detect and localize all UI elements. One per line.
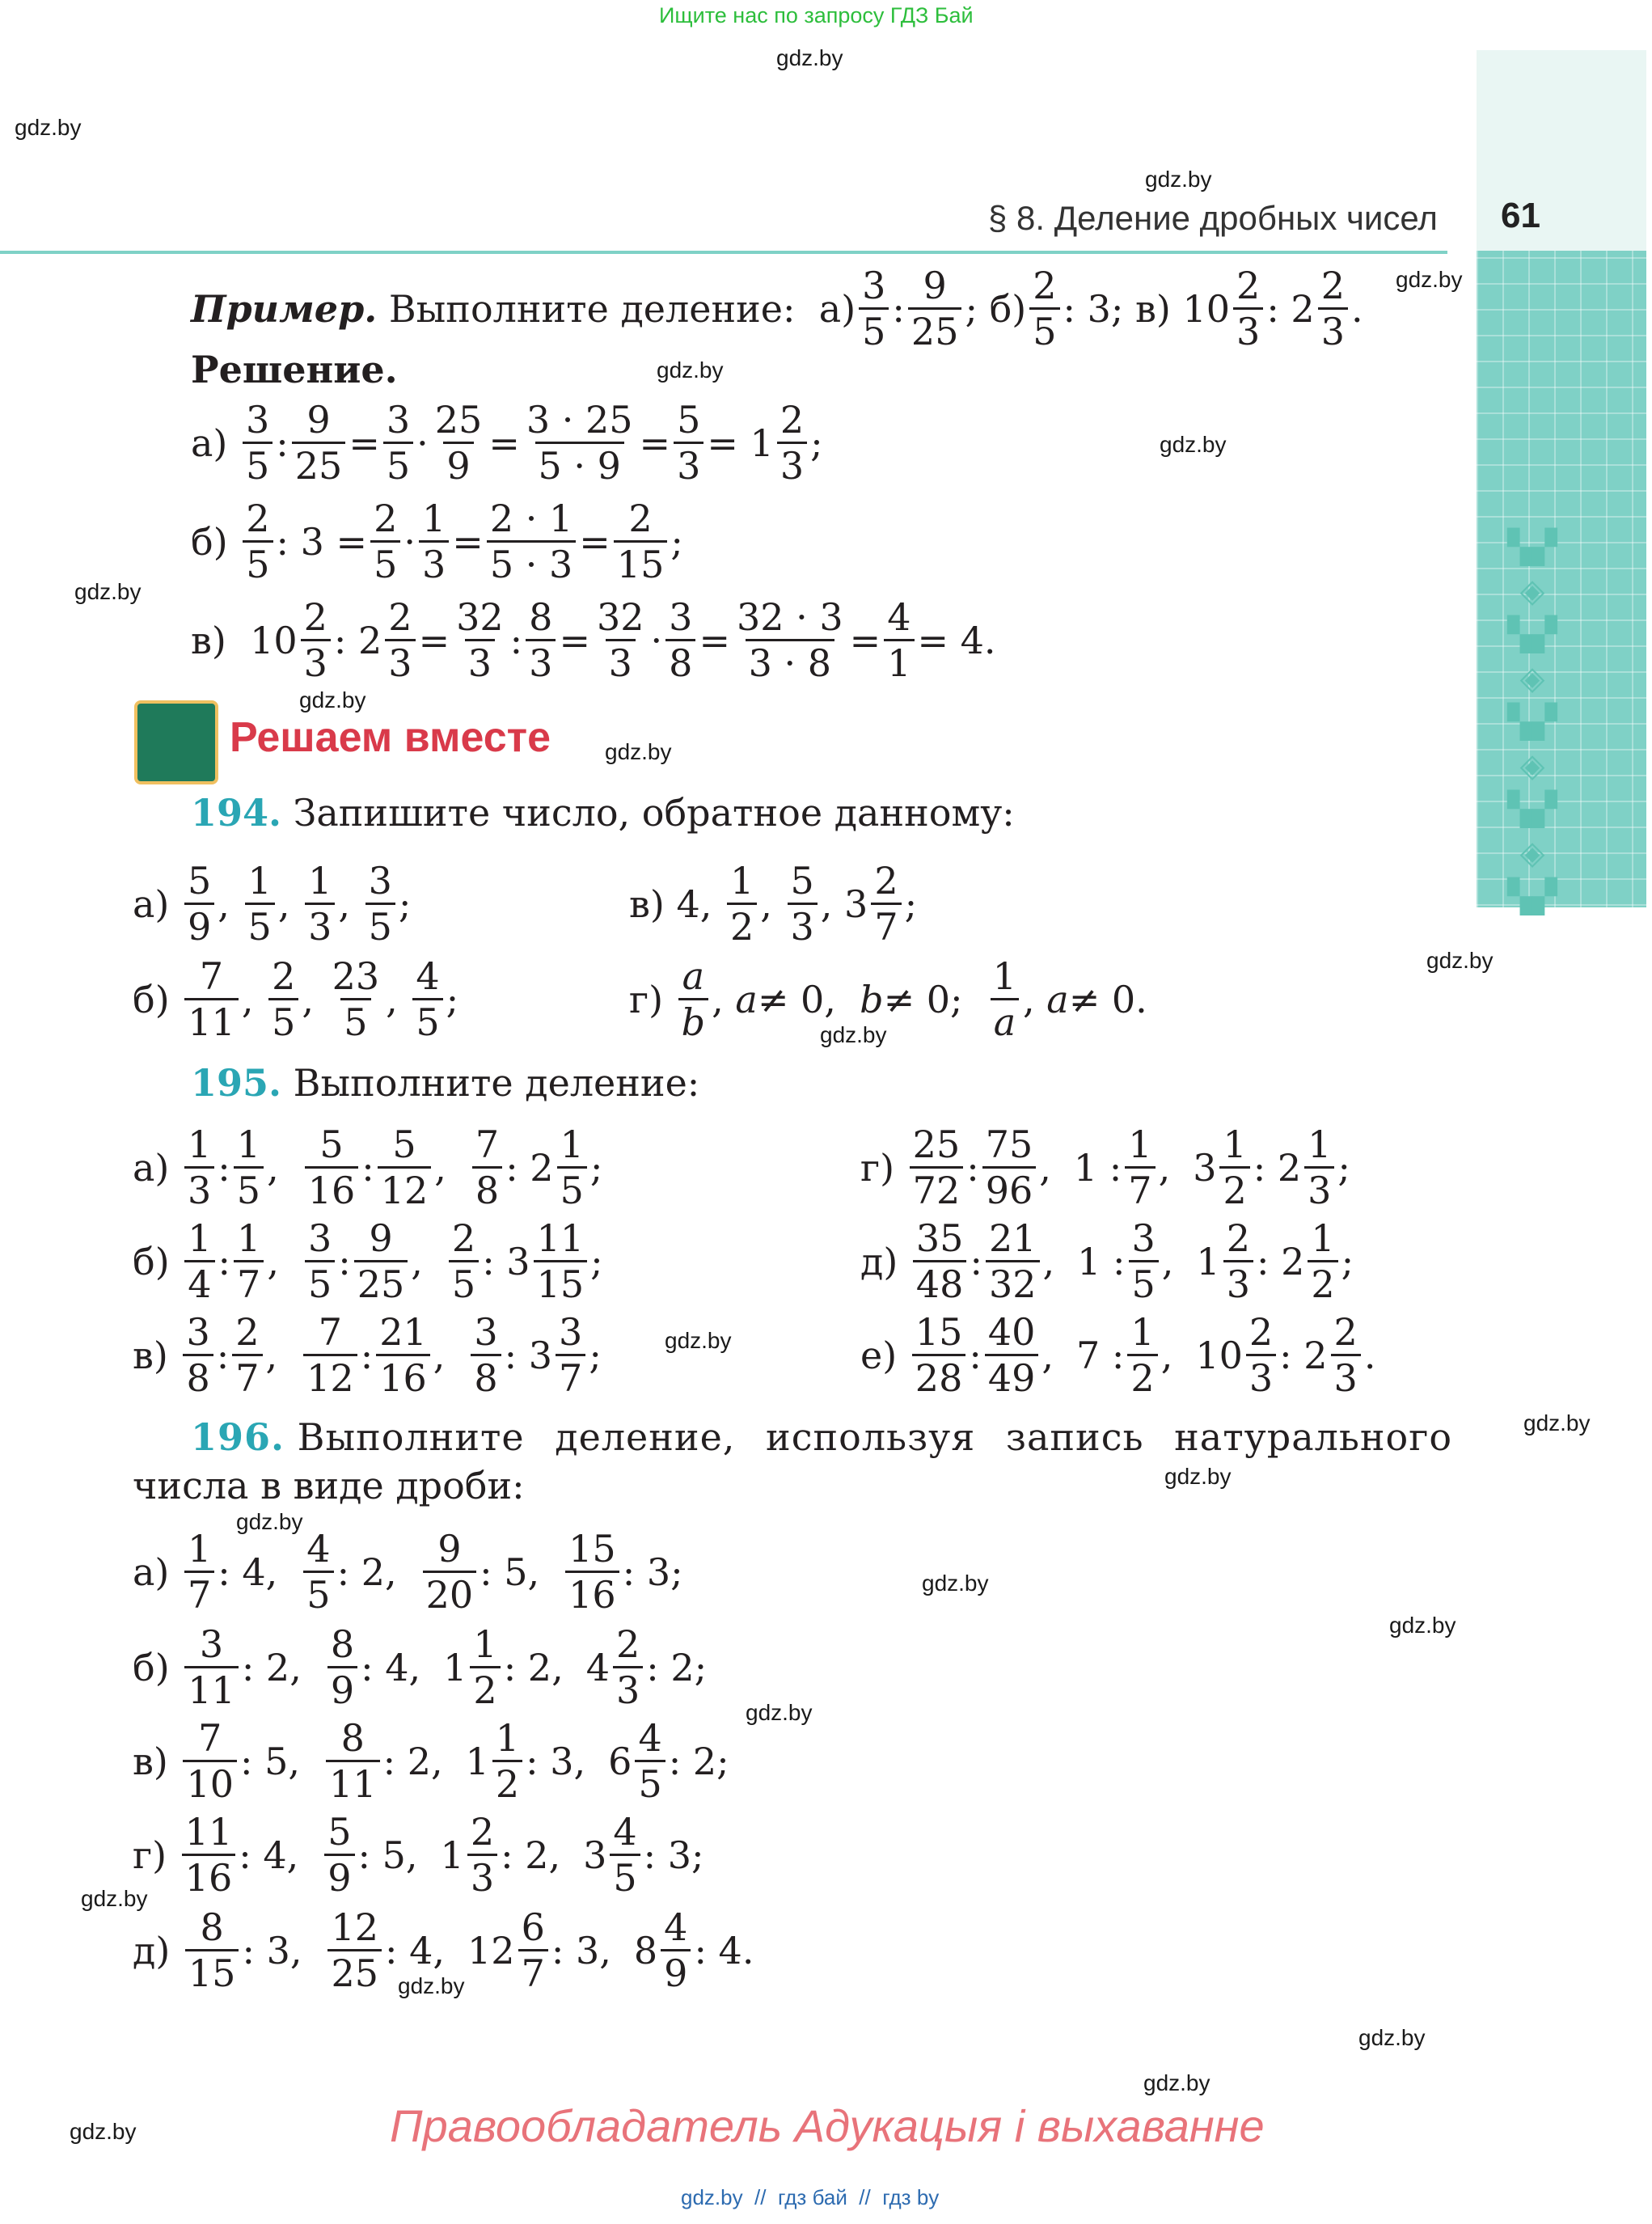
item-letter: в) — [191, 618, 226, 662]
task-196-a: а) 1 7 : 4, 4 5 : 2, 9 20 : 5, 15 16 : 3; — [133, 1527, 683, 1617]
item-letter: г) — [860, 1145, 895, 1190]
watermark: gdz.by — [1426, 948, 1494, 973]
task-194-c: в) 4, 1 2 , 5 3 , 3 2 7 ; — [629, 859, 918, 949]
solution-c: в) 10 2 3 : 2 2 3 = 32 3 : 8 3 = 32 3 · 3 8 = 32 · 3 3 · 8 = 4 1 = 4. — [191, 595, 996, 685]
section-heading: Решаем вместе — [230, 714, 551, 761]
task-195-a: а) 1 3 : 1 5 , 5 16 : 5 12 , 7 8 : 2 1 5 ; — [133, 1123, 603, 1212]
footer-links[interactable]: gdz.by // гдз бай // гдз by — [681, 2185, 940, 2209]
watermark: gdz.by — [1160, 432, 1227, 457]
part-label: в) — [1135, 286, 1171, 331]
task-196-b: б) 3 11 : 2, 8 9 : 4, 1 1 2 : 2, 4 2 3 : 2; — [133, 1622, 708, 1712]
item-letter: а) — [133, 1145, 170, 1190]
item-letter: а) — [133, 1550, 170, 1594]
task-text: Выполните деление: — [293, 1061, 700, 1105]
watermark: gdz.by — [236, 1509, 303, 1534]
ornament-decoration: ▚▞ ◈ ▚▞ ◈ ▚▞ ◈ ▚▞ ◈ ▚▞ — [1507, 529, 1557, 915]
task-number: 194. — [191, 791, 282, 835]
part-label: б) — [989, 286, 1027, 331]
watermark: gdz.by — [776, 45, 843, 70]
task-195 — [191, 1061, 699, 1105]
item-letter: в) — [629, 882, 665, 926]
item-letter: б) — [133, 1239, 170, 1283]
watermark: gdz.by — [1389, 1613, 1456, 1638]
page-number: 61 — [1501, 196, 1540, 235]
watermark: gdz.by — [605, 739, 672, 764]
copyright-text: Правообладатель Адукацыя і выхаванне — [390, 2100, 1265, 2151]
task-196-d: г) 11 16 : 4, 5 9 : 5, 1 2 3 : 2, 3 4 5 : 3; — [133, 1810, 704, 1900]
item-letter: б) — [133, 977, 170, 1021]
solution-b: б) 2 5 : 3 = 2 5 · 1 3 = 2 · 1 5 · 3 = 2 15 ; — [191, 497, 683, 586]
example-label: Пример. — [191, 286, 378, 331]
watermark: gdz.by — [1164, 1464, 1232, 1489]
item-letter: а) — [133, 882, 170, 926]
watermark: gdz.by — [1143, 2070, 1210, 2095]
task-text: Запишите число, обратное данному: — [293, 791, 1015, 835]
header-rule — [0, 251, 1447, 254]
watermark: gdz.by — [70, 2119, 137, 2144]
watermark: gdz.by — [74, 579, 142, 604]
task-195-f: е) 15 28 : 40 49 , 7 : 1 2 , 10 2 3 : 2 2 3 . — [860, 1310, 1376, 1400]
watermark: gdz.by — [299, 687, 366, 712]
item-letter: б) — [191, 519, 228, 564]
item-letter: б) — [133, 1645, 170, 1689]
watermark: gdz.by — [1145, 167, 1212, 192]
watermark: gdz.by — [1358, 2025, 1426, 2050]
task-text: Выполните деление, используя запись натурального — [297, 1415, 1453, 1459]
watermark: gdz.by — [657, 357, 724, 383]
solution-a: а) 3 5 : 9 25 = 3 5 · 25 9 = 3 · 25 5 · 9 = 5 3 = 1 2 3 ; — [191, 398, 823, 488]
example-text: Выполните деление: — [388, 286, 796, 331]
task-number: 196. — [191, 1415, 285, 1459]
watermark: gdz.by — [1396, 267, 1463, 292]
item-letter: а) — [191, 421, 228, 465]
watermark: gdz.by — [665, 1328, 732, 1353]
task-194-b: б) 7 11 , 2 5 , 23 5 , 4 5 ; — [133, 954, 459, 1044]
watermark: gdz.by — [15, 115, 82, 140]
banner-text: Ищите нас по запросу ГДЗ Бай — [659, 3, 974, 27]
watermark: gdz.by — [746, 1700, 813, 1725]
watermark: gdz.by — [398, 1973, 465, 1998]
item-letter: г) — [133, 1833, 167, 1877]
item-letter: г) — [629, 977, 664, 1021]
section-title: § 8. Деление дробных чисел — [988, 199, 1438, 237]
task-194-a: а) 5 9 , 1 5 , 1 3 , 3 5 ; — [133, 859, 412, 949]
watermark: gdz.by — [922, 1571, 989, 1596]
task-196 — [191, 1415, 1452, 1459]
item-letter: д) — [133, 1928, 171, 1972]
watermark: gdz.by — [820, 1022, 887, 1047]
example-line: Пример. Выполните деление: а) 3 5 : 9 25 ; б) 2 5 : 3; в) 10 2 3 : 2 2 3 . — [191, 264, 1363, 353]
watermark: gdz.by — [81, 1886, 148, 1911]
item-letter: в) — [133, 1333, 168, 1377]
task-196-text2: числа в виде дроби: — [133, 1464, 525, 1507]
item-letter: д) — [860, 1239, 898, 1283]
part-label: а) — [818, 286, 856, 331]
item-letter: в) — [133, 1739, 168, 1783]
task-195-c: в) 3 8 : 2 7 , 7 12 : 21 16 , 3 8 : 3 3 7 ; — [133, 1310, 602, 1400]
task-195-d: г) 25 72 : 75 96 , 1 : 1 7 , 3 1 2 : 2 1 3 ; — [860, 1123, 1350, 1212]
item-letter: е) — [860, 1333, 898, 1377]
solution-label: Решение. — [191, 348, 398, 391]
watermark: gdz.by — [1523, 1410, 1591, 1435]
task-196-c: в) 7 10 : 5, 8 11 : 2, 1 1 2 : 3, 6 4 5 : 2; — [133, 1716, 729, 1806]
task-number: 195. — [191, 1061, 282, 1105]
task-195-e: д) 35 48 : 21 32 , 1 : 3 5 , 1 2 3 : 2 1 2 ; — [860, 1216, 1354, 1306]
task-194-d: г) a b , a ≠ 0, b ≠ 0; 1 a , a ≠ 0. — [629, 954, 1147, 1044]
task-195-b: б) 1 4 : 1 7 , 3 5 : 9 25 , 2 5 : 3 11 15 ; — [133, 1216, 603, 1306]
task-194 — [191, 791, 1015, 835]
blackboard-icon — [134, 700, 218, 784]
task-196-e: д) 8 15 : 3, 12 25 : 4, 12 6 7 : 3, 8 4 9 : 4. — [133, 1905, 754, 1995]
